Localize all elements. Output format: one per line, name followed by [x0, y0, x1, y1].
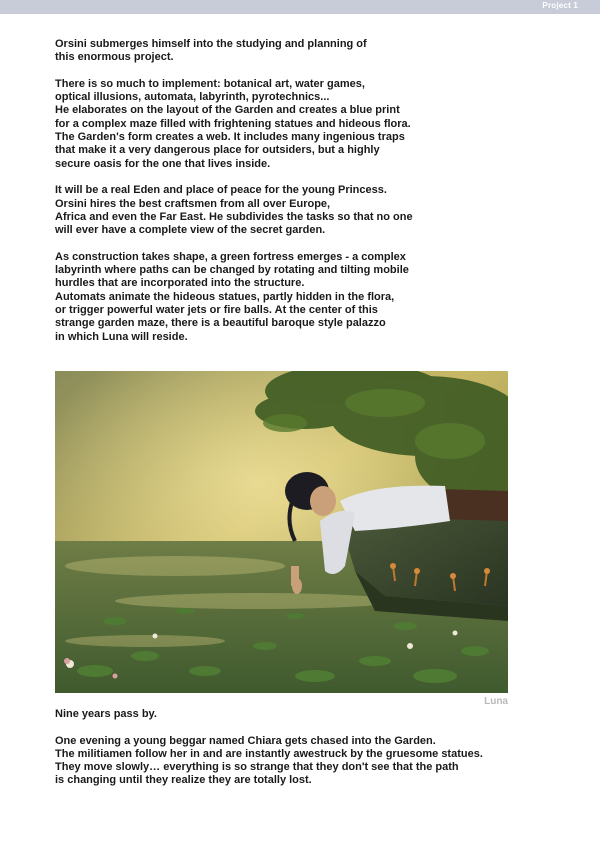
text-line: There is so much to implement: botanical art, water games, [55, 77, 365, 90]
text-line: is changing until they realize they are totally lost. [55, 774, 312, 787]
text-line: One evening a young beggar named Chiara gets chased into the Garden. [55, 734, 436, 747]
illustration-caption: Luna [484, 696, 508, 707]
text-top [55, 38, 555, 344]
text-line: strange garden maze, there is a beautiful baroque style palazzo [55, 317, 386, 330]
paragraph [55, 78, 555, 171]
text-line: or trigger powerful water jets or fire balls. At the center of this [55, 303, 378, 316]
text-line: hurdles that are incorporated into the structure. [55, 277, 305, 290]
text-line: optical illusions, automata, labyrinth, pyrotechnics... [55, 91, 330, 104]
text-line: Orsini hires the best craftsmen from all over Europe, [55, 197, 331, 210]
paragraph [55, 735, 555, 788]
text-line: will ever have a complete view of the secret garden. [55, 224, 326, 237]
header-label: Project 1 [542, 1, 578, 10]
text-line: Automats animate the hideous statues, partly hidden in the flora, [55, 290, 395, 303]
text-line: The Garden's form creates a web. It includes many ingenious traps [55, 131, 405, 144]
text-line: for a complex maze filled with frightening statues and hideous flora. [55, 117, 411, 130]
paragraph [55, 708, 555, 721]
text-line: As construction takes shape, a green fortress emerges - a complex [55, 250, 406, 263]
text-line: He elaborates on the layout of the Garden and creates a blue print [55, 104, 400, 117]
text-line: Nine years pass by. [55, 708, 157, 720]
text-line: secure oasis for the one that lives inside. [55, 157, 271, 170]
text-bottom [55, 708, 555, 788]
text-line: It will be a real Eden and place of peace for the young Princess. [55, 184, 387, 197]
text-line: labyrinth where paths can be changed by rotating and tilting mobile [55, 264, 409, 277]
paragraph [55, 184, 555, 237]
text-line: They move slowly… everything is so strange that they don't see that the path [55, 761, 459, 774]
text-line: The militiamen follow her in and are instantly awestruck by the gruesome statues. [55, 747, 483, 760]
text-line: Orsini submerges himself into the studying and planning of [55, 38, 367, 50]
paragraph [55, 38, 555, 65]
text-line: Africa and even the Far East. He subdivides the tasks so that no one [55, 210, 413, 223]
illustration [55, 371, 508, 693]
header-bar [0, 0, 600, 14]
paragraph [55, 251, 555, 344]
text-line: that make it a very dangerous place for outsiders, but a highly [55, 144, 380, 157]
text-line: in which Luna will reside. [55, 330, 188, 343]
text-line: this enormous project. [55, 51, 174, 64]
